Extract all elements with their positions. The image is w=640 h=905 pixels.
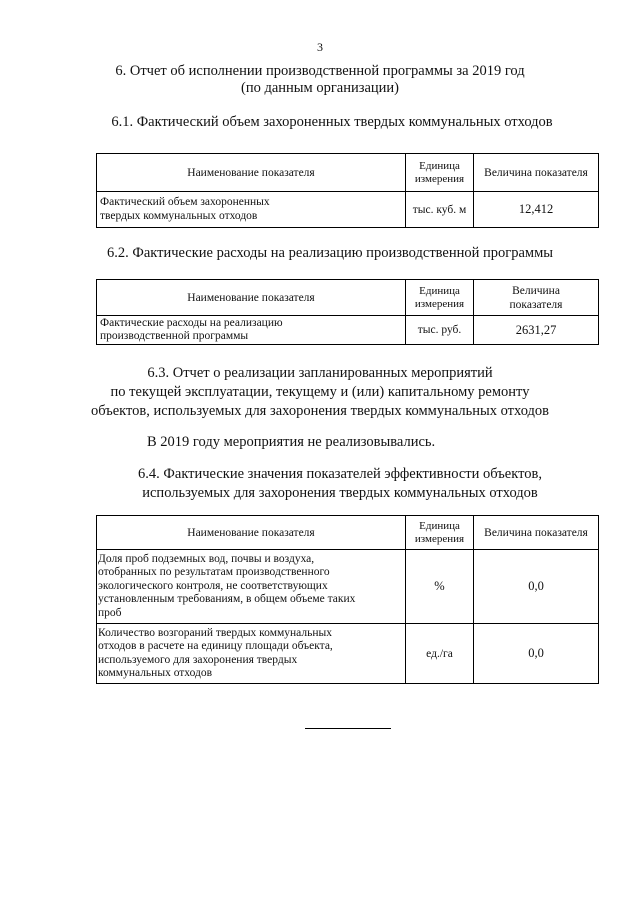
row-value: 0,0 — [474, 624, 599, 684]
header-unit — [406, 280, 474, 316]
row-name-line1: Фактический объем захороненных — [100, 196, 270, 208]
header-unit — [406, 154, 474, 192]
header-name: Наименование показателя — [97, 280, 406, 316]
header-unit-line1: Единица — [419, 519, 460, 532]
table-6-1 — [96, 153, 599, 228]
section-6-4-title-line1: 6.4. Фактические значения показателей эффективности объектов, — [138, 466, 542, 482]
header-unit-line2: измерения — [414, 297, 465, 310]
section-6-4-title — [20, 465, 640, 503]
section-6-2-title: 6.2. Фактические расходы на реализацию производственной программы — [106, 245, 553, 261]
row-name-line1: Фактические расходы на реализацию — [100, 316, 283, 329]
header-value-line2: показателя — [509, 298, 563, 311]
header-unit — [406, 516, 474, 550]
closing-rule — [305, 728, 391, 729]
section-6-3-title — [0, 364, 640, 421]
header-value-line1: Величина — [512, 284, 560, 297]
row-name-line2: производственной программы — [100, 330, 249, 342]
header-name: Наименование показателя — [97, 154, 406, 192]
header-name: Наименование показателя — [97, 516, 406, 550]
header-value: Величина показателя — [474, 516, 599, 550]
table-header-row — [97, 154, 599, 192]
row-value: 0,0 — [474, 550, 599, 624]
row-name — [97, 550, 406, 624]
row-name-line: установленным требованиям, в общем объеме таких — [98, 593, 356, 606]
header-value: Величина показателя — [474, 154, 599, 192]
row-name-line: экологического контроля, не соответствующих — [98, 579, 328, 592]
row-unit: % — [406, 550, 474, 624]
header-unit-line2: измерения — [414, 172, 465, 185]
section-6-3-text: В 2019 году мероприятия не реализовывались. — [147, 434, 436, 450]
row-name-line: используемого для захоронения твердых — [98, 653, 298, 666]
table-6-2 — [96, 279, 599, 345]
section-6-title — [0, 63, 640, 97]
header-value — [474, 280, 599, 316]
table-row — [97, 550, 599, 624]
table-header-row — [97, 280, 599, 316]
row-name — [97, 316, 406, 345]
row-name-line2: твердых коммунальных отходов — [100, 209, 258, 222]
row-name — [97, 192, 406, 228]
section-6-1-title: 6.1. Фактический объем захороненных твердых коммунальных отходов — [111, 114, 553, 130]
section-6-title-line1: 6. Отчет об исполнении производственной программы за 2019 год — [115, 63, 525, 79]
row-name-line: отходов в расчете на единицу площади объекта, — [98, 640, 333, 652]
section-6-3-title-line3: объектов, используемых для захоронения твердых коммунальных отходов — [90, 403, 550, 419]
table-row — [97, 316, 599, 345]
row-unit: ед./га — [406, 624, 474, 684]
section-6-3-title-line2: по текущей эксплуатации, текущему и (или) капитальному ремонту — [110, 384, 530, 400]
row-name-line: Количество возгораний твердых коммунальных — [98, 626, 332, 639]
page-number: 3 — [317, 40, 323, 54]
row-name-line: Доля проб подземных вод, почвы и воздуха, — [98, 552, 315, 565]
row-name-line: отобранных по результатам производственного — [98, 566, 330, 579]
row-unit: тыс. руб. — [406, 316, 474, 345]
row-unit: тыс. куб. м — [406, 192, 474, 228]
header-unit-line2: измерения — [414, 532, 465, 545]
row-name-line: проб — [98, 606, 122, 619]
section-6-title-line2: (по данным организации) — [240, 80, 399, 96]
section-6-3-title-line1: 6.3. Отчет о реализации запланированных мероприятий — [147, 365, 493, 381]
header-unit-line1: Единица — [419, 159, 460, 172]
table-header-row — [97, 516, 599, 550]
table-6-4 — [96, 515, 599, 684]
row-name — [97, 624, 406, 684]
table-row — [97, 192, 599, 228]
table-row — [97, 624, 599, 684]
row-name-line: коммунальных отходов — [98, 667, 213, 679]
row-value: 2631,27 — [474, 316, 599, 345]
section-6-4-title-line2: используемых для захоронения твердых коммунальных отходов — [142, 485, 538, 501]
header-unit-line1: Единица — [419, 284, 460, 297]
row-value: 12,412 — [474, 192, 599, 228]
